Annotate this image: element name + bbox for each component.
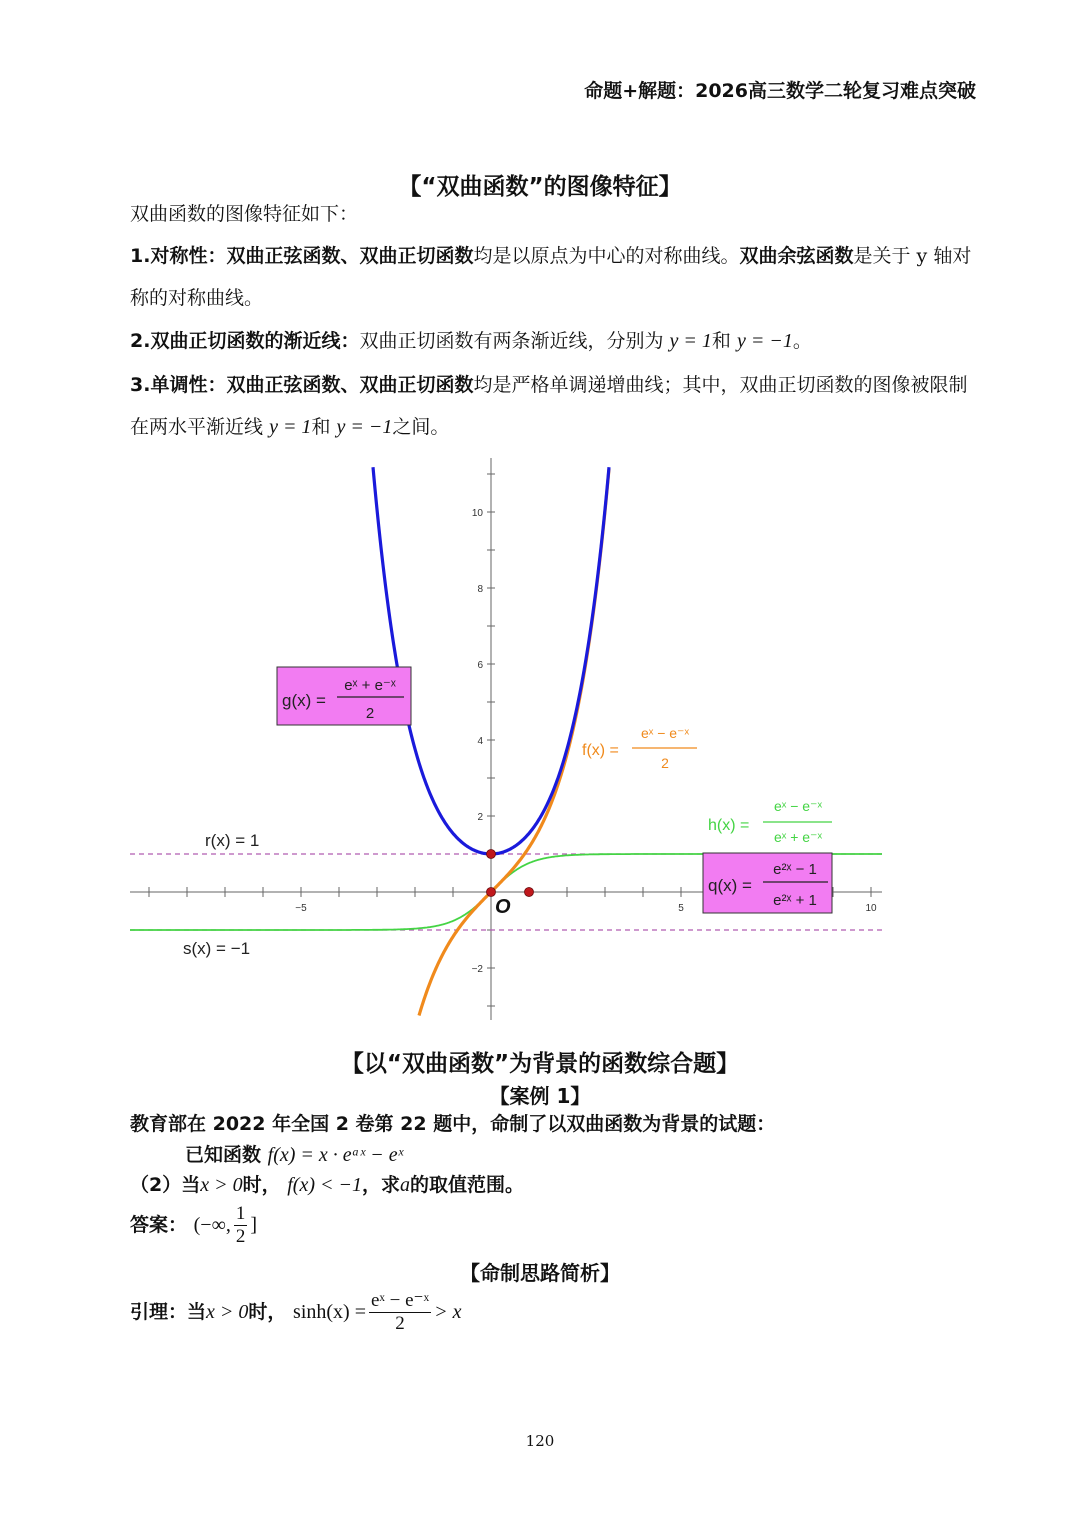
lemma-label: 引理：当 [130,1301,207,1323]
sinh-curve [419,469,609,1016]
answer-denominator: 2 [235,1226,246,1247]
y-tick-label: 6 [477,660,483,671]
lemma-condition: x > 0 [206,1301,249,1323]
x-tick-label: −5 [295,903,307,914]
y-tick-label: 4 [477,736,483,747]
monotonicity-text: 均是严格单调递增曲线；其中，双曲正切函数的图像被限制在两水平渐近线 [130,374,968,438]
monotonicity-eq1: y = 1 [269,416,312,438]
lemma-mid: 时， [248,1301,287,1323]
graph-point [487,850,496,859]
y-tick-label: 2 [477,812,483,823]
asymptote-eq1: y = 1 [669,330,712,352]
part2-inequality: f(x) < −1 [287,1174,362,1196]
y-tick-label: 10 [471,508,483,519]
s-label: s(x) = −1 [183,939,251,958]
part2-condition: x > 0 [200,1174,243,1196]
h-numerator: eˣ − e⁻ˣ [773,798,823,814]
symmetry-term2: 双曲余弦函数 [739,245,854,267]
origin-label: O [495,896,511,918]
r-label: r(x) = 1 [205,831,260,850]
symmetry-label: 1.对称性： [130,245,227,267]
f-denominator: 2 [661,755,669,771]
lemma-denominator: 2 [395,1313,405,1334]
part2-variable: a [400,1174,411,1196]
lemma-rhs: > x [434,1301,462,1323]
part2-end: 的取值范围。 [410,1174,525,1196]
given-function [185,1140,403,1167]
intro-text: 双曲函数的图像特征如下： [130,203,359,225]
y-tick-label: 8 [477,584,483,595]
monotonicity-end: 之间。 [392,416,450,438]
case-label: 【案例 1】 [489,1084,591,1108]
h-formula-label [708,798,832,845]
symmetry-text1: 均是以原点为中心的对称曲线。 [473,245,740,267]
q-label: q(x) = [708,876,752,895]
asymptote-label: 2.双曲正切函数的渐近线： [130,330,360,352]
part2-question [130,1170,524,1197]
lemma-numerator: eˣ − e⁻ˣ [370,1290,430,1311]
curves [130,467,882,1015]
y-tick-label: −2 [471,964,483,975]
q-numerator: e²ˣ − 1 [773,861,817,878]
q-denominator: e²ˣ + 1 [773,892,817,909]
lemma-line [130,1290,461,1335]
section-title-composite: 【以“双曲函数”为背景的函数综合题】 [340,1051,740,1077]
part2-suffix: ，求 [362,1174,401,1196]
f-label: f(x) = [582,742,619,759]
f-numerator: eˣ − e⁻ˣ [640,725,690,741]
monotonicity-label: 3.单调性： [130,374,227,396]
part2-prefix: （2）当 [130,1174,201,1196]
given-formula: f(x) = x · eᵃˣ − eˣ [267,1144,404,1166]
part2-mid: 时， [242,1174,281,1196]
asymptote-text: 双曲正切函数有两条渐近线，分别为 [359,330,664,352]
asymptote-eq2: y = −1 [736,330,793,352]
asymptote-end: 。 [792,330,812,352]
section-title-graph-features: 【“双曲函数”的图像特征】 [398,174,682,200]
q-formula-box [703,853,832,913]
g-label: g(x) = [282,691,326,710]
case-source: 教育部在 2022 年全国 2 卷第 22 题中，命制了以双曲函数为背景的试题： [130,1113,776,1135]
lemma-fraction [369,1290,431,1335]
monotonicity-eq2: y = −1 [336,416,393,438]
answer-fraction [234,1203,248,1248]
symmetry-term1: 双曲正弦函数、双曲正切函数 [226,245,474,267]
h-label: h(x) = [708,817,750,834]
monotonicity-and: 和 [311,416,331,438]
page-number: 120 [525,1432,555,1450]
x-tick-label: 5 [678,903,684,914]
graph-point [525,888,534,897]
symmetry-text2: 是关于 y 轴对称的对称曲线。 [130,245,972,309]
axes [130,458,882,1020]
asymptote-and: 和 [711,330,731,352]
g-denominator: 2 [365,705,375,722]
lemma-lhs: sinh(x) = [293,1301,366,1323]
answer-left: (−∞, [193,1214,231,1236]
g-numerator: eˣ + e⁻ˣ [344,677,396,694]
analysis-title: 【命制思路简析】 [460,1261,620,1285]
given-prefix: 已知函数 [185,1144,262,1166]
x-tick-label: 10 [865,903,877,914]
answer-numerator: 1 [235,1203,246,1224]
answer-right: ] [250,1214,258,1236]
g-formula-box [277,667,411,725]
answer-label: 答案： [130,1214,188,1236]
monotonicity-term: 双曲正弦函数、双曲正切函数 [226,374,474,396]
f-formula-label [582,725,697,771]
h-denominator: eˣ + e⁻ˣ [773,829,823,845]
answer-line [130,1203,257,1248]
running-header: 命题+解题：2026高三数学二轮复习难点突破 [584,80,976,102]
